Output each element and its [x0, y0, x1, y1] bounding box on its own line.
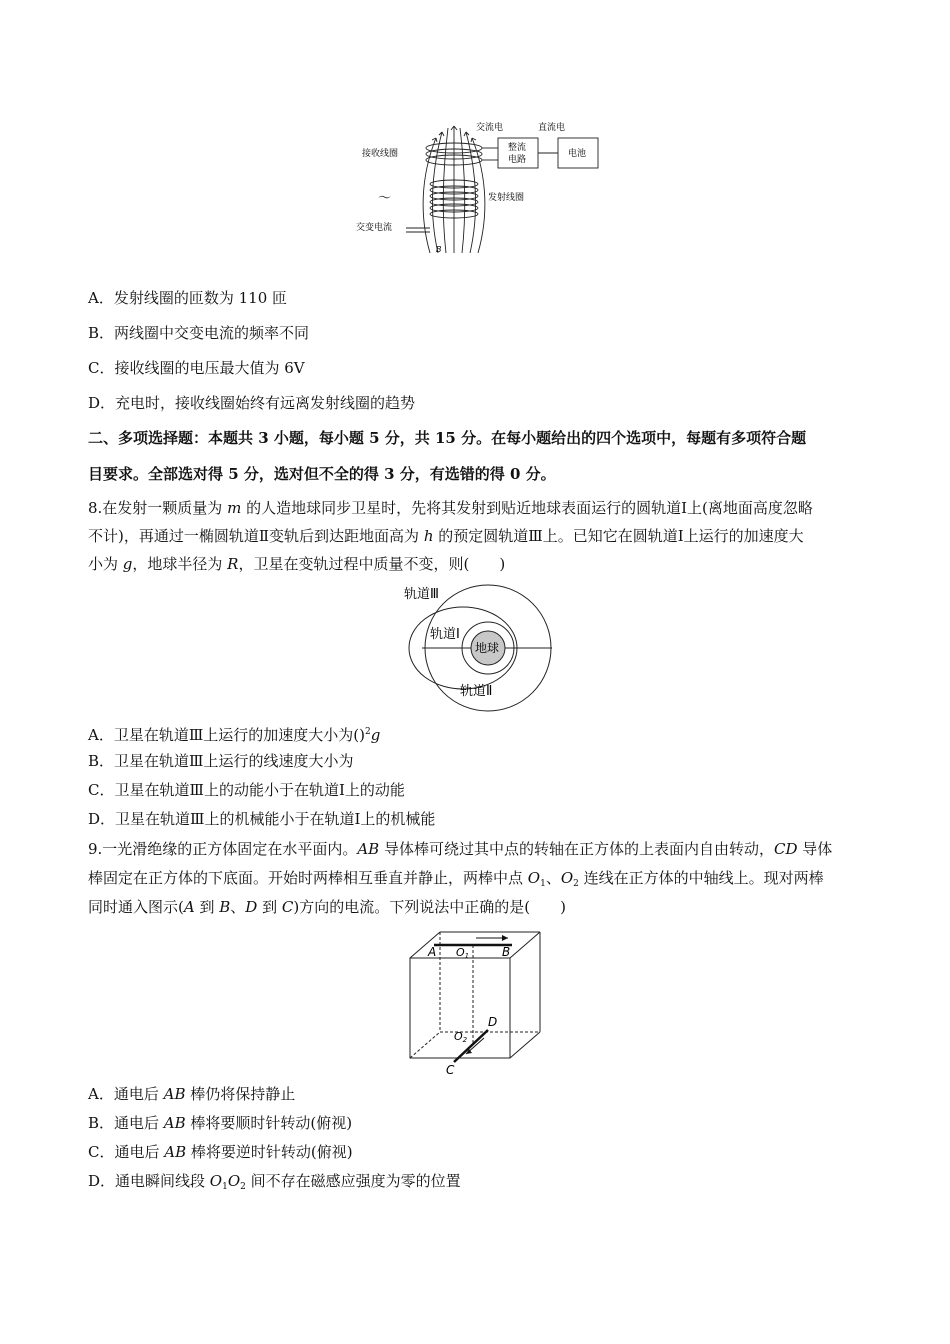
q9-option-b: B．通电后 AB 棒将要顺时针转动(俯视) — [88, 1114, 353, 1132]
q9-option-d: D．通电瞬间线段 $O_1O_2$ 间不存在磁感应强度为零的位置 — [88, 1172, 461, 1192]
ac-label: 交流电 — [476, 123, 504, 133]
label-o2: O2 — [454, 1030, 468, 1044]
q9-stem-line3: 同时通入图示(A 到 B、D 到 C)方向的电流。下列说法中正确的是( ) — [88, 898, 566, 916]
earth-label: 地球 — [475, 641, 500, 655]
b-field-label: B — [436, 245, 442, 254]
orbit-2-label: 轨道Ⅱ — [460, 684, 493, 699]
q8-option-a: A．卫星在轨道Ⅲ上运行的加速度大小为()$^2$g — [88, 726, 381, 744]
q8-option-c: C．卫星在轨道Ⅲ上的动能小于在轨道Ⅰ上的动能 — [88, 781, 405, 799]
q8-option-b: B．卫星在轨道Ⅲ上运行的线速度大小为 — [88, 752, 354, 770]
q9-stem-line1: 9.一光滑绝缘的正方体固定在水平面内。AB 导体棒可绕过其中点的转轴在正方体的上表面内自由转动，CD 导体 — [88, 840, 833, 858]
q8-stem-line1: 8.在发射一颗质量为 m 的人造地球同步卫星时，先将其发射到贴近地球表面运行的圆轨道Ⅰ上(离地面高度忽略 — [88, 499, 813, 517]
section2-heading-line1: 二、多项选择题：本题共 3 小题，每小题 5 分，共 15 分。在每小题给出的四个选项中，每题有多项符合题 — [88, 429, 807, 447]
orbit-3-label: 轨道Ⅲ — [404, 587, 439, 602]
q7-option-a: A．发射线圈的匝数为 110 匝 — [88, 289, 288, 307]
orbit-1-label: 轨道Ⅰ — [430, 627, 460, 642]
alt-current-label: 交变电流 — [356, 223, 393, 233]
tilde-label: ～ — [378, 191, 392, 206]
q9-stem-line2: 棒固定在正方体的下底面。开始时两棒相互垂直并静止，两棒中点 $O_1$、$O_2$ 连线在正方体的中轴线上。现对两棒 — [88, 869, 824, 889]
q7-option-d: D．充电时，接收线圈始终有远离发射线圈的趋势 — [88, 394, 416, 412]
q8-stem-line3: 小为 g，地球半径为 R，卫星在变轨过程中质量不变，则( ) — [88, 555, 506, 573]
label-c: C — [446, 1063, 455, 1076]
label-d: D — [488, 1015, 498, 1029]
section2-heading-line2: 目要求。全部选对得 5 分，选对但不全的得 3 分，有选错的得 0 分。 — [88, 465, 556, 483]
label-a: A — [428, 945, 437, 959]
q7-option-c: C．接收线圈的电压最大值为 6V — [88, 359, 305, 377]
rectifier-label-1: 整流 — [508, 143, 527, 153]
rectifier-label-2: 电路 — [508, 155, 527, 165]
dc-label: 直流电 — [538, 123, 566, 133]
label-o1: O1 — [456, 946, 470, 960]
wireless-charging-figure — [350, 118, 600, 258]
q8-option-d: D．卫星在轨道Ⅲ上的机械能小于在轨道Ⅰ上的机械能 — [88, 810, 436, 828]
q9-option-c: C．通电后 AB 棒将要逆时针转动(俯视) — [88, 1143, 353, 1161]
battery-label: 电池 — [568, 149, 587, 159]
transmit-coil-label: 发射线圈 — [488, 193, 525, 203]
cube-figure — [404, 926, 554, 1076]
q7-option-b: B．两线圈中交变电流的频率不同 — [88, 324, 310, 342]
receive-coil-label: 接收线圈 — [362, 149, 399, 159]
label-b: B — [502, 945, 511, 959]
q8-stem-line2: 不计)，再通过一椭圆轨道Ⅱ变轨后到达距地面高为 h 的预定圆轨道Ⅲ上。已知它在圆轨道Ⅰ上运行的加速度大 — [88, 527, 804, 545]
orbit-figure — [398, 582, 562, 712]
q9-option-a: A．通电后 AB 棒仍将保持静止 — [88, 1085, 296, 1103]
